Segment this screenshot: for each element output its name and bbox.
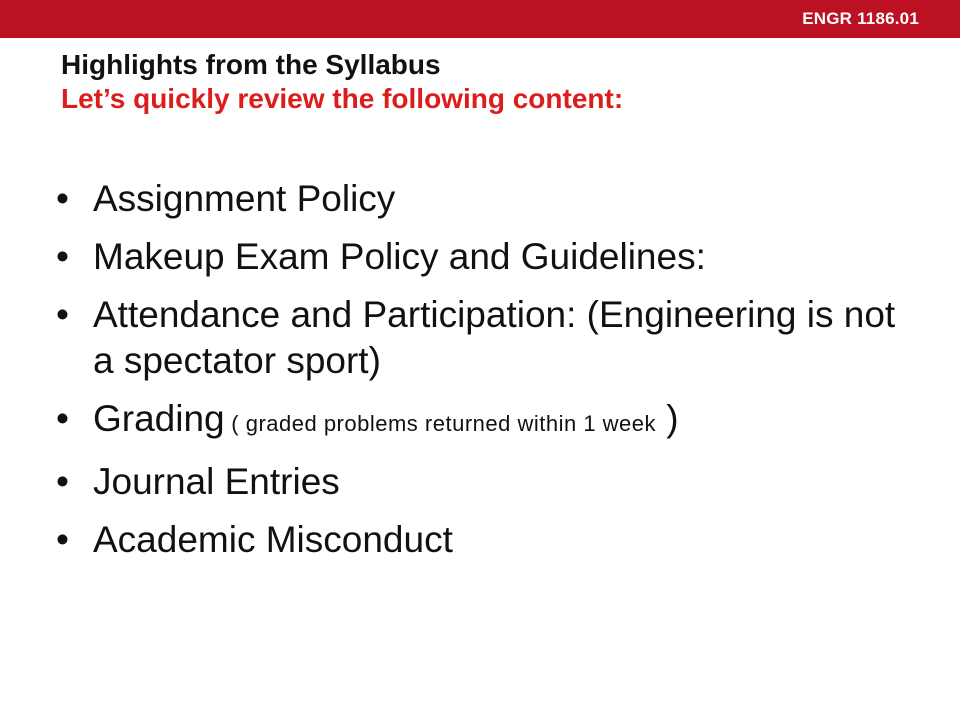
bullet-text: Academic Misconduct [93,519,453,560]
bullet-assignment-policy [56,176,916,222]
bullet-close-paren: ) [656,398,679,439]
slide-subtitle: Let’s quickly review the following content: [61,83,624,114]
title-block [61,48,921,116]
header-bar [0,0,960,38]
bullet-text: Attendance and Participation: (Engineering is not a spectator sport) [93,294,896,381]
bullet-academic-misconduct [56,517,916,563]
bullet-grading [56,396,916,447]
course-code: ENGR 1186.01 [802,9,919,28]
bullet-dot: • [56,519,69,560]
bullet-text: Assignment Policy [93,178,396,219]
slide-title: Highlights from the Syllabus [61,49,441,80]
bullet-makeup-exam [56,234,916,280]
bullet-note: graded problems returned within 1 week [245,411,657,436]
bullet-dot: • [56,236,69,277]
bullet-text: Makeup Exam Policy and Guidelines: [93,236,706,277]
bullet-open-paren: ( [224,411,246,436]
bullet-journal-entries [56,459,916,505]
bullet-attendance [56,292,916,384]
bullet-text: Journal Entries [93,461,340,502]
bullet-list [56,176,916,575]
bullet-text: Grading [93,398,225,439]
bullet-dot: • [56,398,69,439]
bullet-dot: • [56,294,69,335]
bullet-dot: • [56,461,69,502]
bullet-dot: • [56,178,69,219]
